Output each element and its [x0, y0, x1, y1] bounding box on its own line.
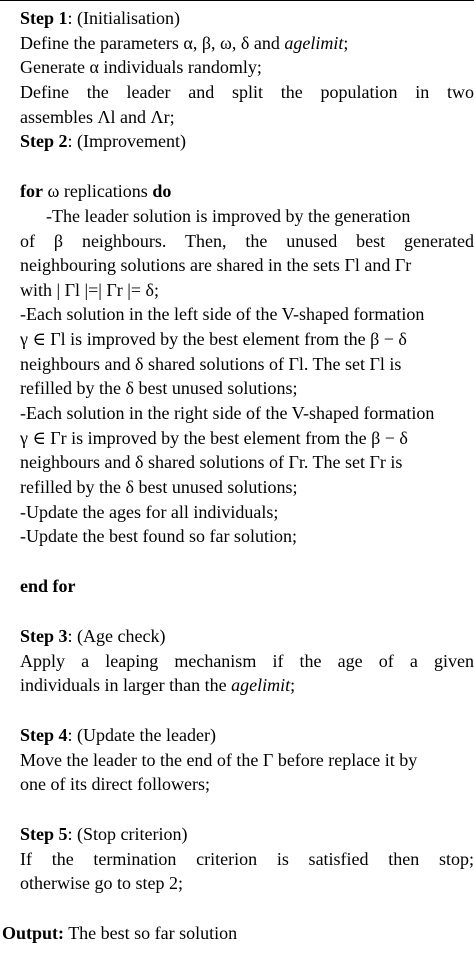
step4-line1: Move the leader to the end of the Γ before replace it by	[20, 750, 418, 770]
loop-line11: neighbours and δ shared solutions of Γr. The set Γr is	[20, 452, 403, 472]
semicolon-2: ;	[290, 675, 296, 695]
loop-line7: neighbours and δ shared solutions of Γl. The set Γl is	[20, 354, 402, 374]
step2-title: : (Improvement)	[67, 131, 186, 151]
step5-heading	[20, 822, 474, 847]
loop-line10: γ ∈ Γr is improved by the best element from the β − δ	[20, 428, 408, 448]
loop-line2: of β neighbours. Then, the unused best generated	[20, 231, 474, 251]
output-line	[2, 921, 474, 946]
end-for: end for	[20, 576, 76, 596]
top-rule	[0, 0, 474, 1]
step1-line1-text: Define the parameters α, β, ω, δ and	[20, 33, 285, 53]
agelimit-term-2: agelimit	[231, 675, 291, 695]
step3-title: : (Age check)	[67, 626, 166, 646]
step1-line1	[20, 31, 474, 56]
loop-line3: neighbouring solutions are shared in the sets Γl and Γr	[20, 255, 412, 275]
for-line	[20, 179, 474, 204]
loop-line5: -Each solution in the left side of the V-shaped formation	[20, 304, 425, 324]
for-keyword: for	[20, 181, 43, 201]
output-label: Output:	[2, 923, 65, 943]
loop-line1: -The leader solution is improved by the generation	[46, 206, 411, 226]
step3-heading	[20, 624, 474, 649]
step2-heading	[20, 129, 474, 154]
step1-heading	[20, 6, 474, 31]
for-text: ω replications	[42, 181, 153, 201]
output-text: The best so far solution	[64, 923, 238, 943]
step3-label: Step 3	[20, 626, 68, 646]
step1-line4: assembles Λl and Λr;	[20, 107, 175, 127]
loop-line14: -Update the best found so far solution;	[20, 526, 297, 546]
loop-line8: refilled by the δ best unused solutions;	[20, 378, 298, 398]
loop-line9: -Each solution in the right side of the V-shaped formation	[20, 403, 435, 423]
do-keyword: do	[152, 181, 172, 201]
loop-line13: -Update the ages for all individuals;	[20, 502, 279, 522]
step1-label: Step 1	[20, 8, 68, 28]
step4-heading	[20, 723, 474, 748]
agelimit-term: agelimit	[284, 33, 344, 53]
step1-title: : (Initialisation)	[67, 8, 180, 28]
step5-title: : (Stop criterion)	[67, 824, 188, 844]
step3-line2	[20, 673, 474, 698]
step3-line1: Apply a leaping mechanism if the age of a given	[20, 651, 474, 671]
loop-line4: with | Γl |=| Γr |= δ;	[20, 280, 160, 300]
step4-title: : (Update the leader)	[67, 725, 216, 745]
step5-line1: If the termination criterion is satisfied then stop;	[20, 849, 474, 869]
semicolon: ;	[343, 33, 349, 53]
loop-line6: γ ∈ Γl is improved by the best element from the β − δ	[20, 329, 407, 349]
step4-label: Step 4	[20, 725, 68, 745]
loop-line12: refilled by the δ best unused solutions;	[20, 477, 298, 497]
step3-line2-text: individuals in larger than the	[20, 675, 232, 695]
step5-line2: otherwise go to step 2;	[20, 873, 183, 893]
step1-line3: Define the leader and split the population in two	[20, 82, 474, 102]
step4-line2: one of its direct followers;	[20, 774, 210, 794]
step1-line2: Generate α individuals randomly;	[20, 57, 262, 77]
step2-label: Step 2	[20, 131, 68, 151]
step5-label: Step 5	[20, 824, 68, 844]
